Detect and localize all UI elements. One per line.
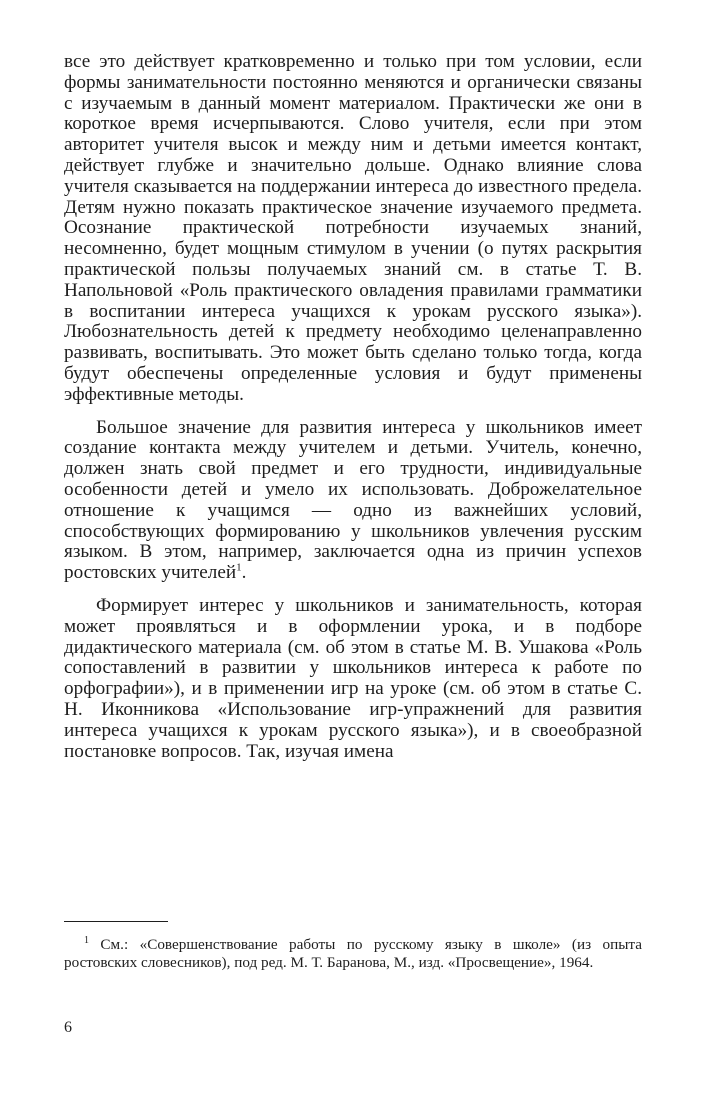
footnote-text: См.: «Совершенствование работы по русскому языку в школе» (из опыта ростовских словесников), под ред. М. Т. Баранова, М., изд. «Просвещение», 1964. bbox=[64, 936, 642, 971]
page-body bbox=[64, 52, 642, 762]
paragraph-3: Формирует интерес у школьников и занимательность, которая может проявляться и в оформлении урока, и в подборе дидактического материала (см. об этом в статье М. В. Ушакова «Роль сопоставлений в развитии у школьников интереса к работе по орфографии»), и в применении игр на уроке (см. об этом в статье С. Н. Иконникова «Использование игр-упражнений для развития интереса учащихся к урокам русского языка»), и в своеобразной постановке вопросов. Так, изучая имена bbox=[64, 594, 642, 762]
paragraph-2-text: Большое значение для развития интереса у школьников имеет создание контакта между учителем и детьми. Учитель, конечно, должен знать свой предмет и его трудности, индивидуальные особенности детей и умело их использовать. Доброжелательное отношение к учащимся — одно из важнейших условий, способствующих формированию у школьников увлечения русским языком. В этом, например, заключается одна из причин успехов ростовских учителей bbox=[64, 416, 642, 584]
page-number: 6 bbox=[64, 1019, 72, 1036]
footnote-reference: 1 bbox=[236, 561, 242, 574]
footnote-separator bbox=[64, 921, 168, 922]
footnote bbox=[64, 936, 642, 972]
footnote-marker: 1 bbox=[84, 934, 89, 946]
paragraph-1: все это действует кратковременно и только при том условии, если формы занимательности постоянно меняются и органически связаны с изучаемым в данный момент материалом. Практически же они в короткое время исчерпываются. Слово учителя, если при этом авторитет учителя высок и между ним и детьми имеется контакт, действует глубже и значительно дольше. Однако влияние слова учителя сказывается на поддержании интереса до известного предела. Детям нужно показать практическое значение изучаемого предмета. Осознание практической потребности изучаемых знаний, несомненно, будет мощным стимулом в учении (о путях раскрытия практической пользы получаемых знаний см. в статье Т. В. Напольновой «Роль практического овладения правилами грамматики в воспитании интереса учащихся к урокам русского языка»). Любознательность детей к предмету необходимо целенаправленно развивать, воспитывать. Это может быть сделано только тогда, когда будут обеспечены определенные условия и будут применены эффективные методы. bbox=[64, 51, 642, 405]
paragraph-2: Большое значение для развития интереса у школьников имеет создание контакта между учителем и детьми. Учитель, конечно, должен знать свой предмет и его трудности, индивидуальные особенности детей и умело их использовать. Доброжелательное отношение к учащимся — одно из важнейших условий, способствующих формированию у школьников увлечения русским языком. В этом, например, заключается одна из причин успехов ростовских учителей$^1$. bbox=[64, 416, 642, 584]
